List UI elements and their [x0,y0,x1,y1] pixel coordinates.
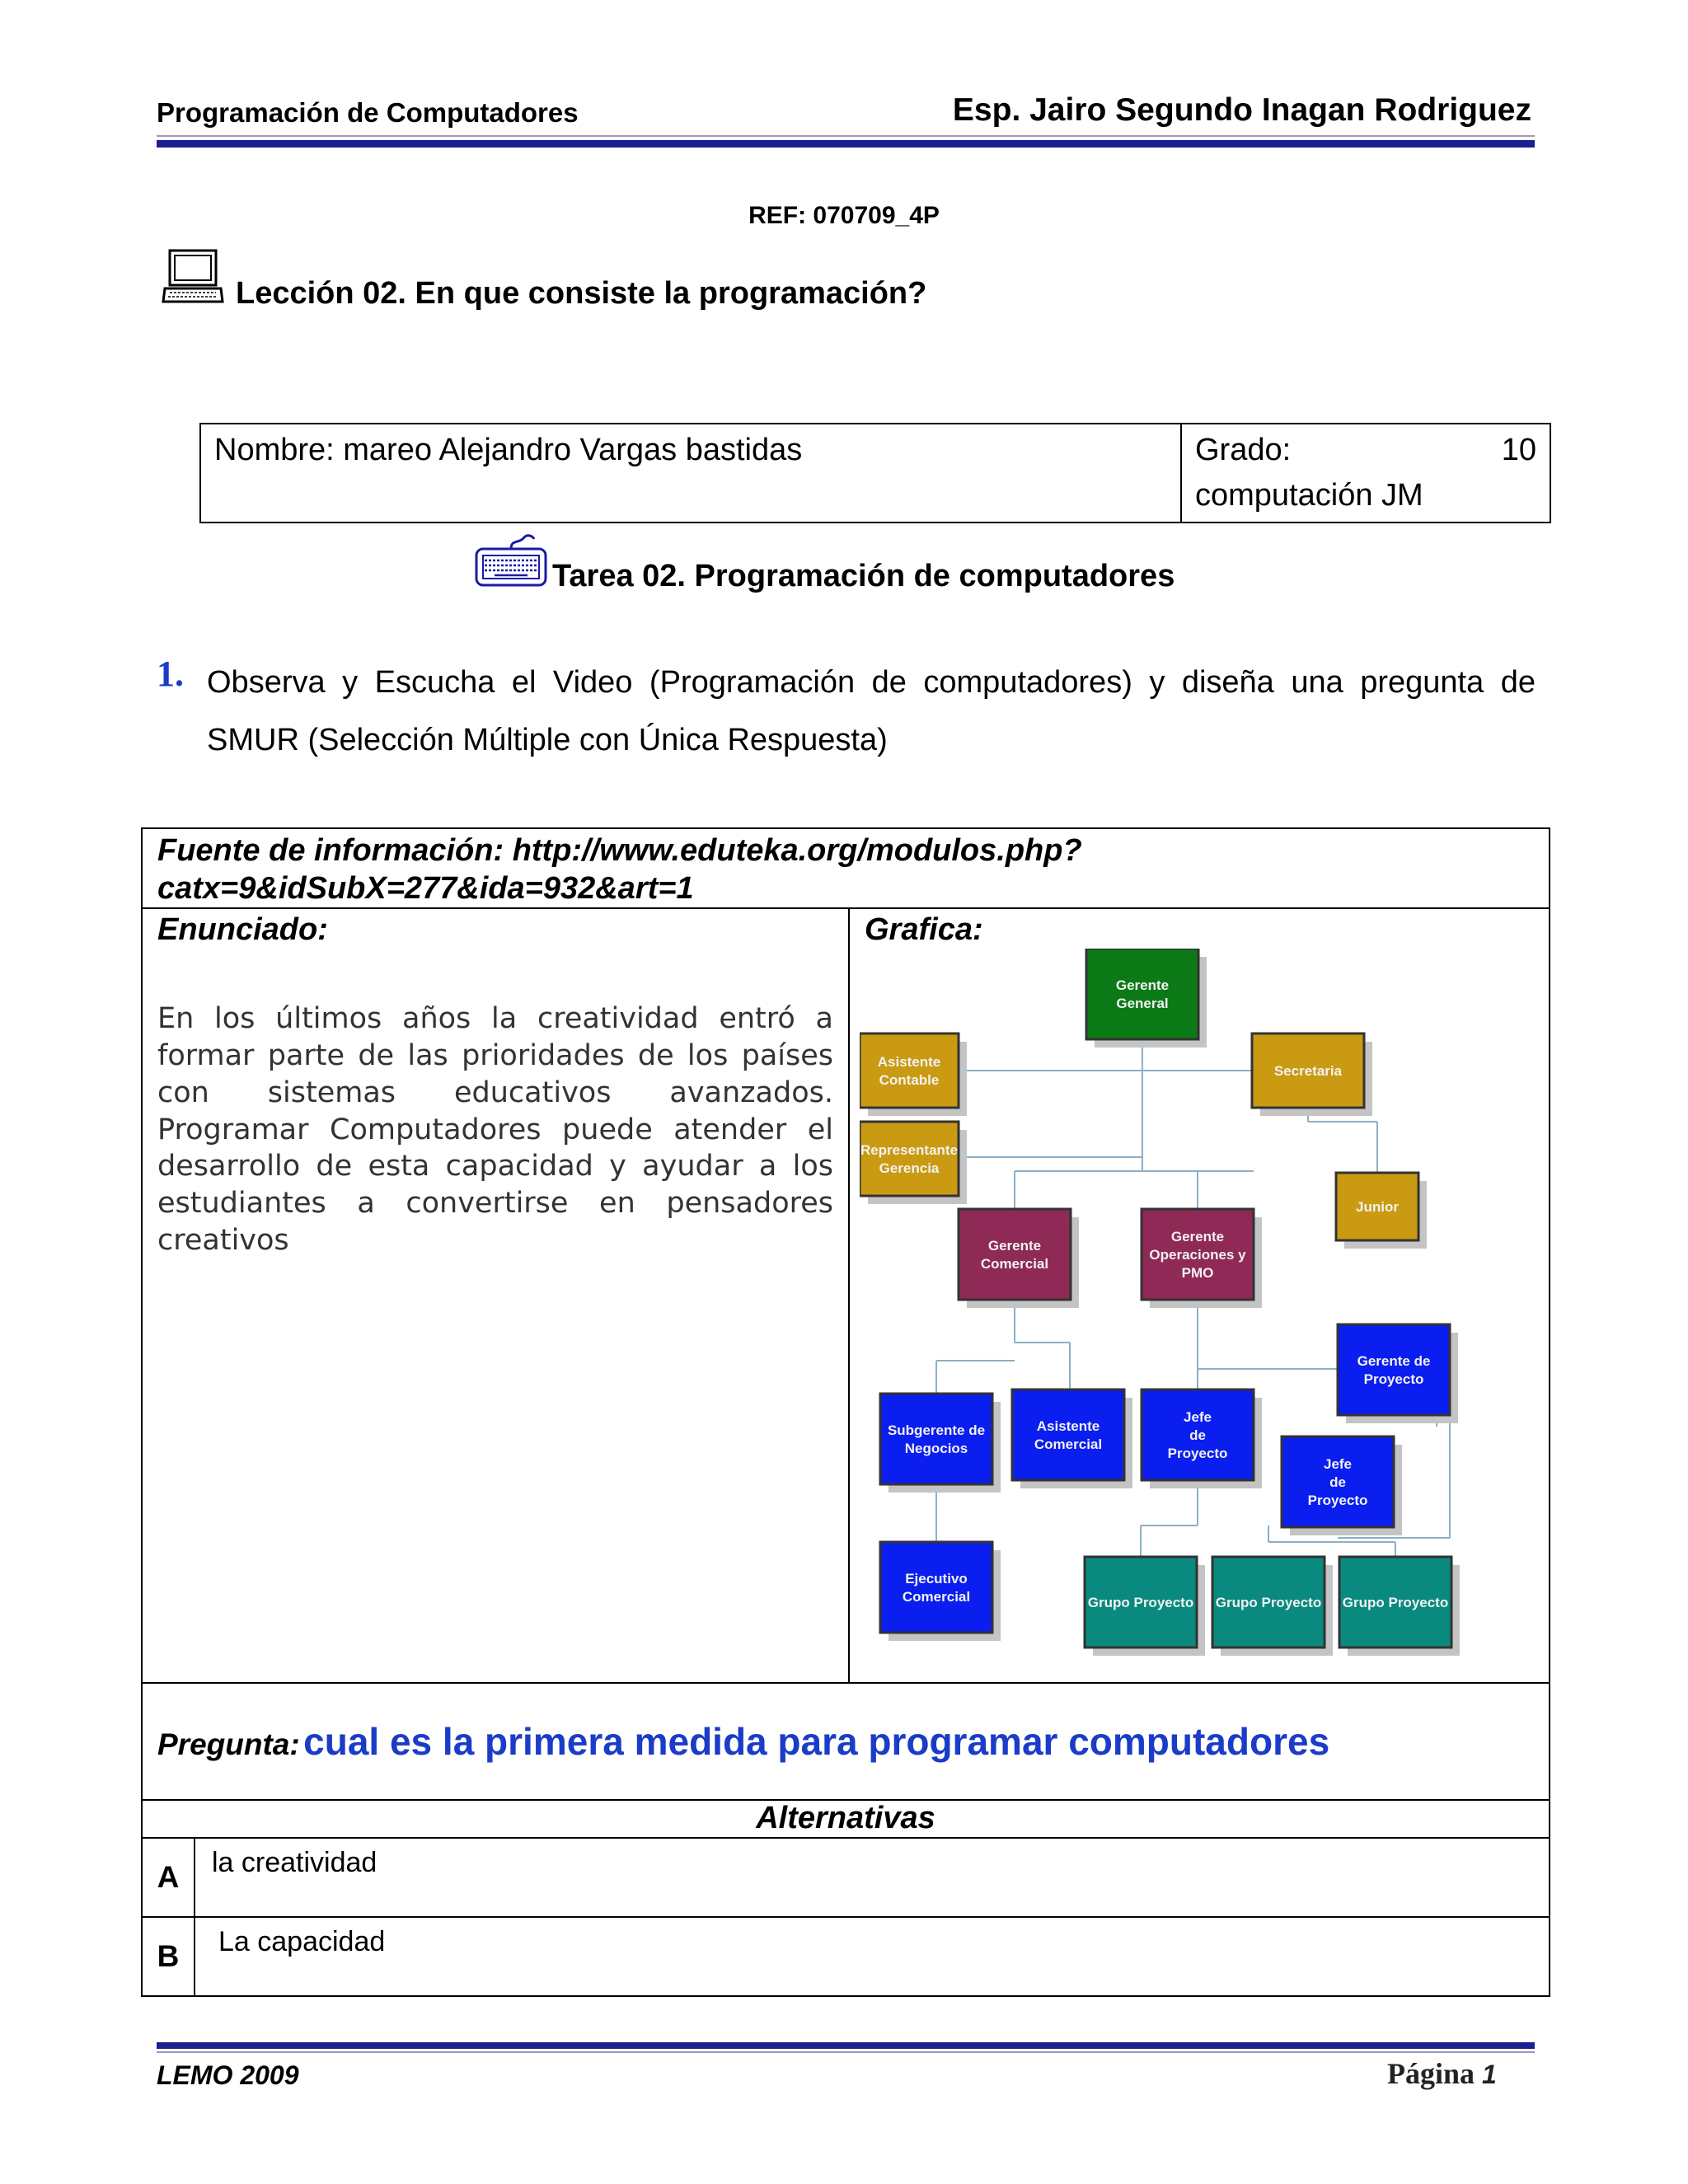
org-node-label: Proyecto [1307,1493,1368,1509]
grade-label: Grado: [1195,433,1292,467]
org-node-jefe-proyecto-2 [1282,1436,1402,1535]
reference-code: REF: 070709_4P [748,202,940,229]
org-node-label: Asistente [1036,1418,1100,1435]
org-node-label: Subgerente de [887,1422,986,1439]
lesson-title: Lección 02. En que consiste la programación? [236,276,927,311]
org-node-junior [1336,1173,1427,1249]
org-node-label: Ejecutivo [905,1571,968,1587]
org-chart [860,949,1486,1674]
org-node-label: Gerente de [1357,1353,1431,1370]
org-node-label: Jefe [1183,1409,1212,1426]
org-node-label: Secretaria [1273,1063,1343,1080]
grafica-label: Grafica: [865,912,983,948]
org-node-label: Grupo Proyecto [1342,1595,1449,1611]
grade-line2: computación JM [1195,478,1423,513]
org-node-subgerente-negocios [880,1394,1001,1493]
alternative-letter-b: B [143,1917,195,1995]
source-line-2: catx=9&idSubX=277&ida=932&art=1 [157,870,694,906]
org-node-label: Gerencia [879,1160,940,1177]
pregunta-label: Pregunta: [157,1727,300,1762]
alternative-letter-a: A [143,1839,195,1917]
enunciado-cell [142,908,849,1683]
enunciado-label: Enunciado: [157,912,328,948]
student-info-table [199,423,1551,523]
org-node-label: Representante [860,1142,959,1159]
alternativas-label: Alternativas [756,1801,935,1836]
student-grade-cell [1181,424,1550,523]
org-node-label: de [1329,1474,1346,1491]
org-node-label: Gerente [987,1238,1042,1254]
org-node-jefe-proyecto-1 [1142,1390,1262,1488]
page-number: 1 [1482,2060,1497,2089]
org-node-label: de [1189,1427,1206,1444]
org-node-label: Gerente [1115,977,1170,994]
org-node-asistente-comercial [1012,1390,1132,1488]
header-author: Esp. Jairo Segundo Inagan Rodriguez [952,92,1531,128]
org-node-grupo-proyecto-2 [1212,1557,1333,1656]
org-node-ejecutivo-comercial [880,1542,1001,1641]
org-node-label: Grupo Proyecto [1215,1595,1322,1611]
org-node-label: Proyecto [1167,1446,1228,1462]
header-course: Programación de Computadores [157,97,579,128]
org-node-secretaria [1252,1033,1372,1116]
student-name: Nombre: mareo Alejandro Vargas bastidas [214,433,803,467]
student-name-cell [200,424,1181,523]
question-text: Observa y Escucha el Video (Programación de computadores) y diseña una pregunta de SMUR (Selección Múltiple con Única Respuesta) [207,665,1536,758]
org-node-label: Comercial [1034,1436,1103,1453]
footer-rule-thick [157,2042,1535,2049]
grafica-cell [849,908,1550,1683]
source-cell [142,828,1550,908]
org-node-label: Gerente [1170,1229,1225,1245]
org-node-label: Comercial [902,1589,971,1605]
question-number: 1. [157,654,184,694]
org-node-label: Negocios [904,1441,968,1457]
enunciado-text: En los últimos años la creatividad entró a formar parte de las prioridades de los países con sistemas educativos avanzados. Programar Computadores puede atender el desarrollo de esta capacidad y ayudar a los estudiantes a convertirse en pensadores creativos [157,1002,833,1257]
org-node-asistente-contable [860,1033,967,1116]
org-node-label: PMO [1181,1265,1214,1282]
footer-label: LEMO 2009 [157,2060,299,2090]
org-node-label: Comercial [980,1256,1049,1272]
alternatives-table [143,1839,1549,1995]
keyboard-icon [475,534,547,587]
grade-value: 10 [1501,433,1536,467]
pregunta-text: cual es la primera medida para programar computadores [303,1720,1330,1764]
alternatives-cell [142,1838,1550,1996]
org-node-gerente-operaciones [1142,1209,1262,1308]
org-node-gerente-comercial [959,1209,1079,1308]
org-node-label: General [1116,996,1169,1012]
org-node-representante-gerencia [860,1122,967,1204]
alternative-text-b: La capacidad [195,1917,1549,1995]
source-line-1: Fuente de información: http://www.eduteka.org/modulos.php? [157,833,1082,868]
org-node-label: Operaciones y [1149,1247,1246,1263]
alternative-row-a [143,1839,1549,1917]
header-rule-thin [157,135,1535,137]
smur-table [141,827,1550,1997]
org-node-label: Junior [1356,1199,1399,1216]
org-node-gerente-general [1086,949,1207,1047]
org-node-grupo-proyecto-1 [1085,1557,1205,1656]
org-node-gerente-proyecto [1338,1324,1458,1423]
page-indicator [1387,2056,1497,2091]
org-node-label: Asistente [877,1054,941,1071]
task-title: Tarea 02. Programación de computadores [552,559,1175,593]
org-node-label: Contable [879,1072,940,1089]
page-label: Página [1387,2057,1475,2090]
org-node-label: Proyecto [1363,1371,1424,1388]
org-node-label: Jefe [1323,1456,1353,1473]
alternative-row-b [143,1917,1549,1995]
alternativas-header-cell [142,1800,1550,1838]
laptop-icon [162,249,224,307]
pregunta-cell [142,1683,1550,1800]
header-rule-thick [157,140,1535,148]
footer-rule-thin [157,2051,1535,2053]
alternative-text-a: la creatividad [195,1839,1549,1917]
org-node-grupo-proyecto-3 [1339,1557,1460,1656]
org-node-label: Grupo Proyecto [1087,1595,1194,1611]
